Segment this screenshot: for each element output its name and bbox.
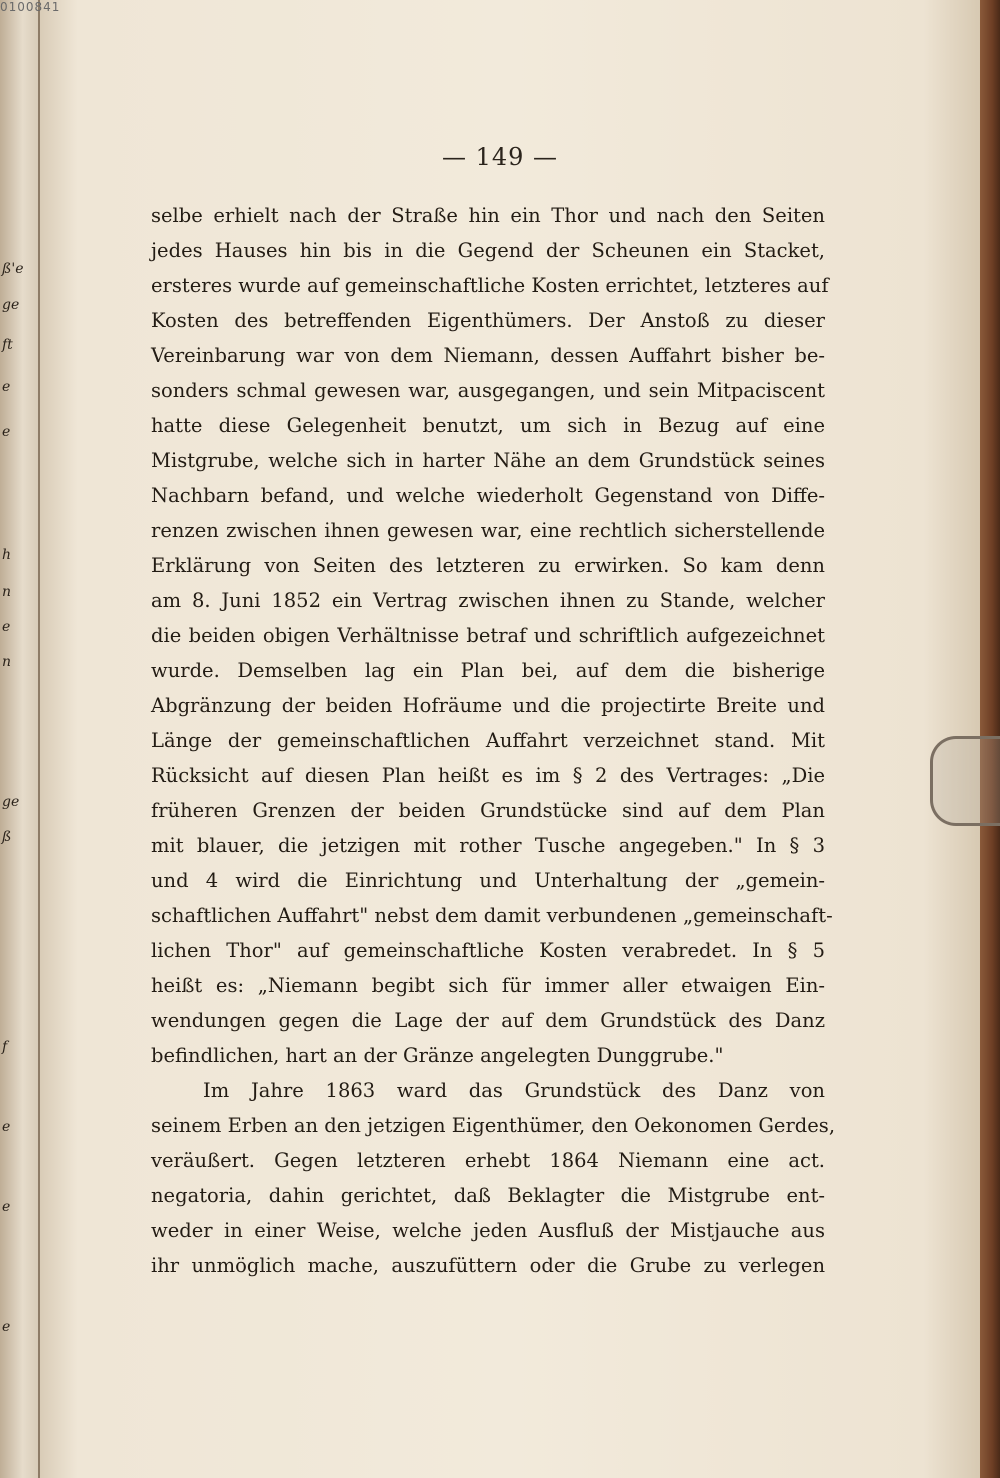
margin-fragment: n (2, 654, 12, 670)
text-line: und 4 wird die Einrichtung und Unterhaltung der „gemein- (151, 869, 825, 892)
text-line: Erklärung von Seiten des letzteren zu erwirken. So kam denn (151, 554, 825, 577)
text-line: Nachbarn befand, und welche wiederholt Gegenstand von Diffe- (151, 484, 825, 507)
margin-fragment: e (2, 1199, 11, 1215)
margin-fragment: ge (2, 297, 20, 313)
margin-fragment: n (2, 584, 12, 600)
text-line: Mistgrube, welche sich in harter Nähe an dem Grundstück seines (151, 449, 825, 472)
text-line: lichen Thor" auf gemeinschaftliche Kosten verabredet. In § 5 (151, 939, 825, 962)
text-line: schaftlichen Auffahrt" nebst dem damit verbundenen „gemeinschaft- (151, 904, 833, 927)
margin-fragment: ß'e (2, 261, 24, 277)
margin-fragment: e (2, 424, 11, 440)
text-line: befindlichen, hart an der Gränze angelegten Dunggrube." (151, 1044, 724, 1067)
text-line: die beiden obigen Verhältnisse betraf und schriftlich aufgezeichnet (151, 624, 825, 647)
margin-fragment: ß (2, 829, 12, 845)
text-line: mit blauer, die jetzigen mit rother Tusche angegeben." In § 3 (151, 834, 825, 857)
text-line: Länge der gemeinschaftlichen Auffahrt verzeichnet stand. Mit (151, 729, 825, 752)
facing-page-edge (0, 0, 40, 1478)
margin-fragment: ft (2, 337, 13, 353)
text-line: ihr unmöglich mache, auszufüttern oder die Grube zu verlegen (151, 1254, 825, 1277)
text-line: hatte diese Gelegenheit benutzt, um sich in Bezug auf eine (151, 414, 825, 437)
margin-fragment: f (2, 1039, 8, 1055)
text-line: Kosten des betreffenden Eigenthümers. Der Anstoß zu dieser (151, 309, 825, 332)
margin-fragment: e (2, 1119, 11, 1135)
text-line: am 8. Juni 1852 ein Vertrag zwischen ihnen zu Stande, welcher (151, 589, 825, 612)
text-line: wendungen gegen die Lage der auf dem Grundstück des Danz (151, 1009, 825, 1032)
text-line: selbe erhielt nach der Straße hin ein Thor und nach den Seiten (151, 204, 825, 227)
margin-fragment: e (2, 379, 11, 395)
text-line: ersteres wurde auf gemeinschaftliche Kosten errichtet, letzteres auf (151, 274, 829, 297)
text-line: sonders schmal gewesen war, ausgegangen, und sein Mitpaciscent (151, 379, 825, 402)
text-line: seinem Erben an den jetzigen Eigenthümer, den Oekonomen Gerdes, (151, 1114, 836, 1137)
margin-fragment: e (2, 1319, 11, 1335)
text-line: negatoria, dahin gerichtet, daß Beklagter die Mistgrube ent- (151, 1184, 825, 1207)
margin-fragment: h (2, 547, 12, 563)
body-text (151, 198, 836, 1283)
text-line: weder in einer Weise, welche jeden Ausfluß der Mistjauche aus (151, 1219, 825, 1242)
page-number: — 149 — (441, 143, 559, 171)
margin-fragment: e (2, 619, 11, 635)
archive-id: 0100841 (0, 0, 61, 14)
text-line: veräußert. Gegen letzteren erhebt 1864 Niemann eine act. (151, 1149, 825, 1172)
text-line: früheren Grenzen der beiden Grundstücke sind auf dem Plan (151, 799, 825, 822)
text-line: wurde. Demselben lag ein Plan bei, auf dem die bisherige (151, 659, 825, 682)
text-line: heißt es: „Niemann begibt sich für immer aller etwaigen Ein- (151, 974, 825, 997)
page-clip (930, 736, 1000, 826)
text-line: Rücksicht auf diesen Plan heißt es im § 2 des Vertrages: „Die (151, 764, 825, 787)
text-line: Im Jahre 1863 ward das Grundstück des Danz von (203, 1079, 825, 1102)
text-line: jedes Hauses hin bis in die Gegend der Scheunen ein Stacket, (151, 239, 825, 262)
text-line: Vereinbarung war von dem Niemann, dessen Auffahrt bisher be- (151, 344, 825, 367)
margin-fragment: ge (2, 794, 20, 810)
text-line: renzen zwischen ihnen gewesen war, eine rechtlich sicherstellende (151, 519, 825, 542)
text-line: Abgränzung der beiden Hofräume und die projectirte Breite und (151, 694, 825, 717)
